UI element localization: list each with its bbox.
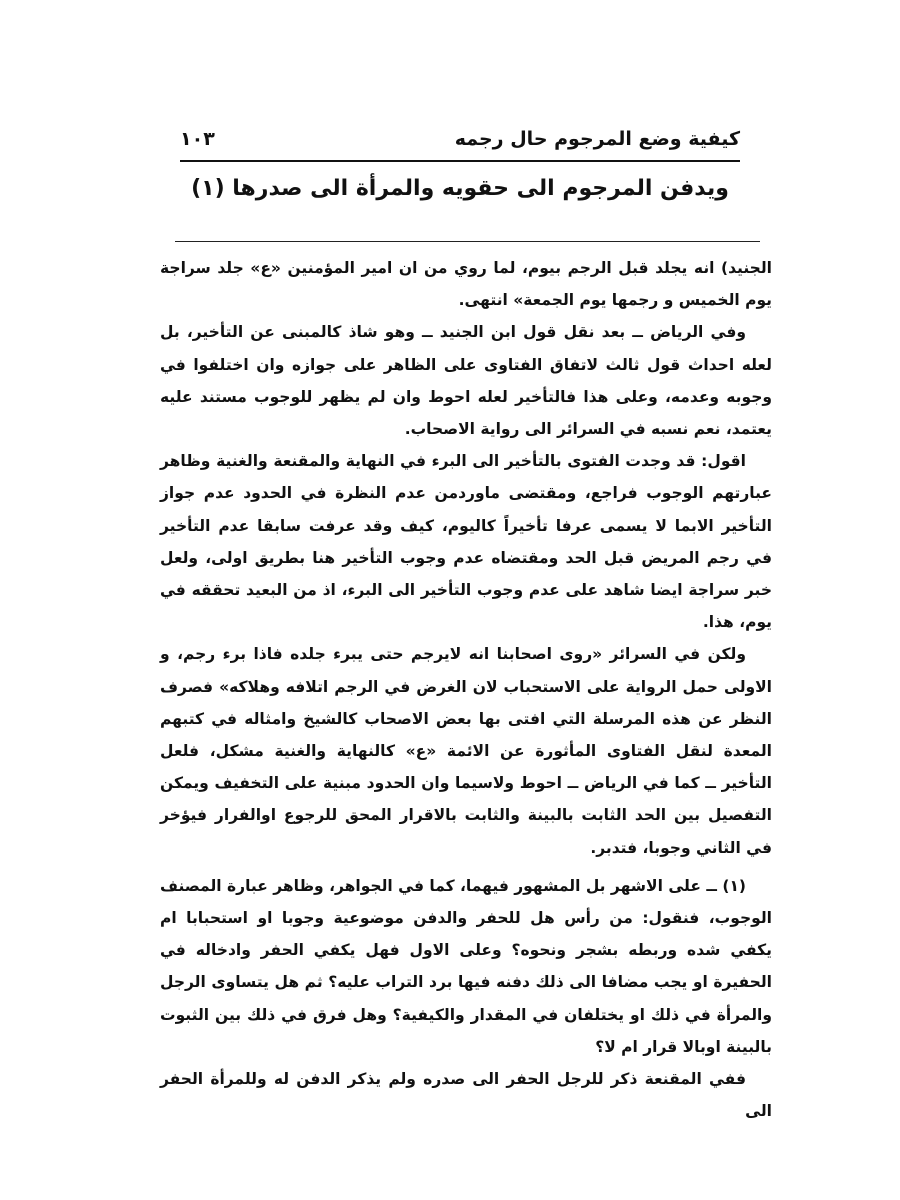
page-number: ١٠٣: [180, 128, 215, 150]
footnote: (١) ــ على الاشهر بل المشهور فيهما، كما في الجواهر، وظاهر عبارة المصنف الوجوب، فنقول: من رأس هل للحفر والدفن موضوعية وجوبا او استحبابا ام يكفي شده وربطه بشجر ونحوه؟ وعلى الاول فهل يكفي الحفر وادخاله في الحفيرة او يجب مضافا الى ذلك دفنه فيها برد التراب عليه؟ ثم هل يتساوى الرجل والمرأة في ذلك او يختلفان في المقدار والكيفية؟ وهل فرق في ذلك بين الثبوت بالبينة اوبالا قرار ام لا؟: [160, 876, 772, 1056]
footnote: ففي المقنعة ذكر للرجل الحفر الى صدره ولم يذكر الدفن له وللمرأة الحفر الى: [160, 1070, 772, 1121]
paragraph: اقول: قد وجدت الفتوى بالتأخير الى البرء في النهاية والمقنعة والغنية وظاهر عبارتهم الوجوب فراجع، ومقتضى ماوردمن عدم النظرة في الحدود عدم جواز التأخير الابما لا يسمى عرفا تأخيراً كاليوم، كيف وقد عرفت سابقا عدم التأخير في رجم المريض قبل الحد ومقتضاه عدم وجوب التأخير هنا بطريق اولى، ولعل خبر سراجة ايضا شاهد على عدم وجوب التأخير الى البرء، اذ من البعيد تحققه في يوم، هذا.: [160, 452, 772, 632]
paragraph: وفي الرياض ــ بعد نقل قول ابن الجنيد ــ وهو شاذ كالمبنى عن التأخير، بل لعله احداث قول ثالث لاتفاق الفتاوى على الظاهر على جوازه وان اختلفوا في وجوبه وعدمه، وعلى هذا فالتأخير لعله احوط وان لم يظهر للوجوب مستند عليه يعتمد، نعم نسبه في السرائر الى رواية الاصحاب.: [160, 323, 772, 439]
header-rule: [180, 160, 740, 162]
paragraph: ولكن في السرائر «روى اصحابنا انه لايرجم حتى يبرء جلده فاذا برء رجم، و الاولى حمل الرواية على الاستحباب لان الغرض في الرجم اتلافه وهلاكه» فصرف النظر عن هذه المرسلة التي افتى بها بعض الاصحاب كالشيخ وامثاله في كتبهم المعدة لنقل الفتاوى المأثورة عن الائمة «ع» كالنهاية والغنية مشكل، فلعل التأخير ــ كما في الرياض ــ احوط ولاسيما وان الحدود مبنية على التخفيف ويمكن التفصيل بين الحد الثابت بالبينة والثابت بالاقرار المحق للرجوع اوالفرار فيؤخر في الثاني وجوبا، فتدبر.: [160, 645, 772, 857]
section-title: ويدفن المرجوم الى حقويه والمرأة الى صدرها (١): [191, 176, 729, 201]
paragraph: الجنيد) انه يجلد قبل الرجم بيوم، لما روي من ان امير المؤمنين «ع» جلد سراجة يوم الخميس و رجمها يوم الجمعة» انتهى.: [160, 259, 772, 310]
running-title: كيفية وضع المرجوم حال رجمه: [454, 128, 740, 150]
running-head: [180, 128, 740, 162]
title-rule: [175, 241, 760, 242]
body-text: [160, 252, 772, 1127]
